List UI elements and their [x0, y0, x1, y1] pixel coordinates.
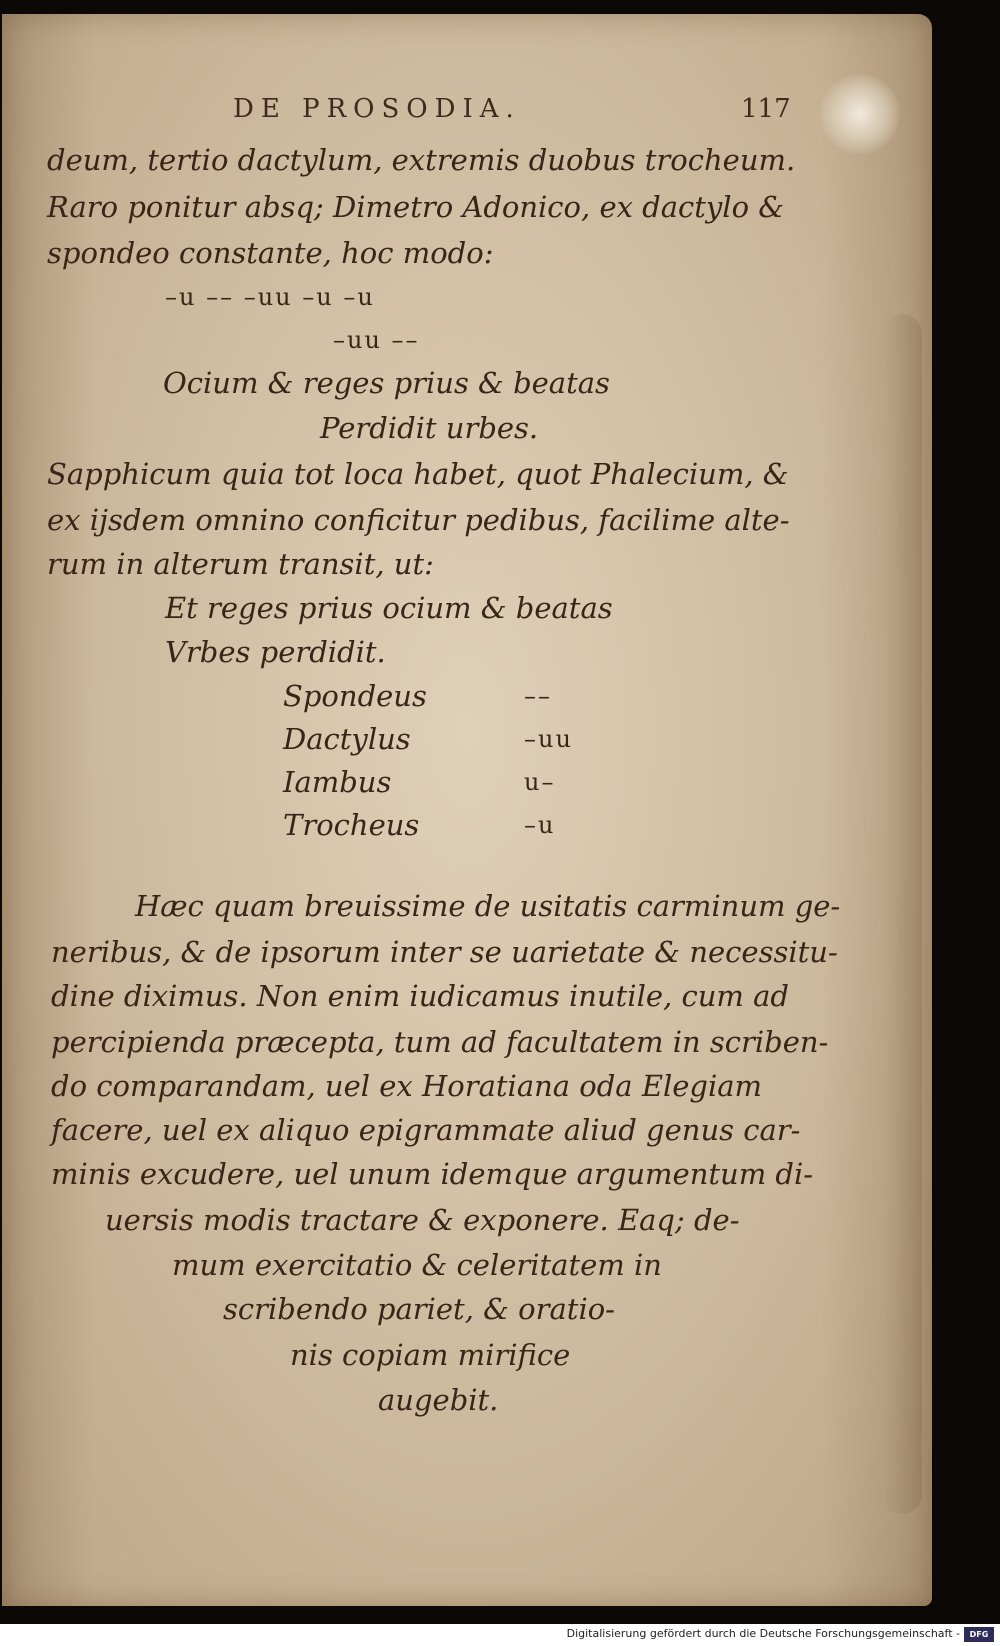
text-line: Sapphicum quia tot loca habet, quot Phalecium, &: [47, 457, 789, 491]
running-title: DE PROSODIA.: [233, 94, 521, 124]
text-line: uersis modis tractare & exponere. Eaq; de-: [105, 1203, 740, 1237]
foot-name: Trocheus: [283, 808, 420, 842]
foot-name: Spondeus: [283, 679, 427, 713]
foot-name: Iambus: [283, 765, 392, 799]
verse-line: Perdidit urbes.: [320, 411, 539, 445]
foot-meter: –uu: [524, 725, 573, 753]
text-line: nis copiam mirifice: [290, 1338, 571, 1372]
text-line: do comparandam, uel ex Horatiana oda Elegiam: [51, 1069, 763, 1103]
text-line: percipienda præcepta, tum ad facultatem in scriben-: [51, 1025, 829, 1059]
text-line: rum in alterum transit, ut:: [47, 547, 434, 581]
text-line: scribendo pariet, & oratio-: [223, 1292, 615, 1326]
foot-meter: –u: [524, 811, 556, 839]
text-line: neribus, & de ipsorum inter se uarietate & necessitu-: [51, 935, 838, 969]
text-line: mum exercitatio & celeritatem in: [172, 1248, 662, 1282]
verse-line: Ocium & reges prius & beatas: [163, 366, 610, 400]
verse-line: Et reges prius ocium & beatas: [165, 591, 613, 625]
text-line: ex ijsdem omnino conficitur pedibus, facilime alte-: [47, 503, 790, 537]
text-line: deum, tertio dactylum, extremis duobus trocheum.: [47, 143, 796, 177]
dfg-logo: DFG: [964, 1627, 994, 1642]
foot-meter: ––: [524, 682, 552, 710]
paper-shadow: [882, 314, 922, 1514]
foot-name: Dactylus: [283, 722, 411, 756]
verse-line: Vrbes perdidit.: [165, 635, 386, 669]
digitization-footer: [0, 1624, 1000, 1646]
text-line: facere, uel ex aliquo epigrammate aliud genus car-: [51, 1113, 801, 1147]
text-line: dine diximus. Non enim iudicamus inutile, cum ad: [51, 979, 789, 1013]
text-line: Hæc quam breuissime de usitatis carminum ge-: [135, 889, 841, 923]
paper-stain: [820, 74, 900, 154]
meter-scheme: –uu ––: [333, 326, 420, 354]
text-line: augebit.: [378, 1383, 499, 1417]
funding-note: Digitalisierung gefördert durch die Deutsche Forschungsgemeinschaft -: [566, 1627, 960, 1640]
meter-scheme: –u –– –uu –u –u: [165, 283, 375, 311]
page-number: 117: [741, 94, 791, 124]
text-line: spondeo constante, hoc modo:: [47, 236, 494, 270]
foot-meter: u–: [524, 768, 556, 796]
text-line: Raro ponitur absq; Dimetro Adonico, ex dactylo &: [47, 190, 785, 224]
text-line: minis excudere, uel unum idemque argumentum di-: [51, 1157, 814, 1191]
